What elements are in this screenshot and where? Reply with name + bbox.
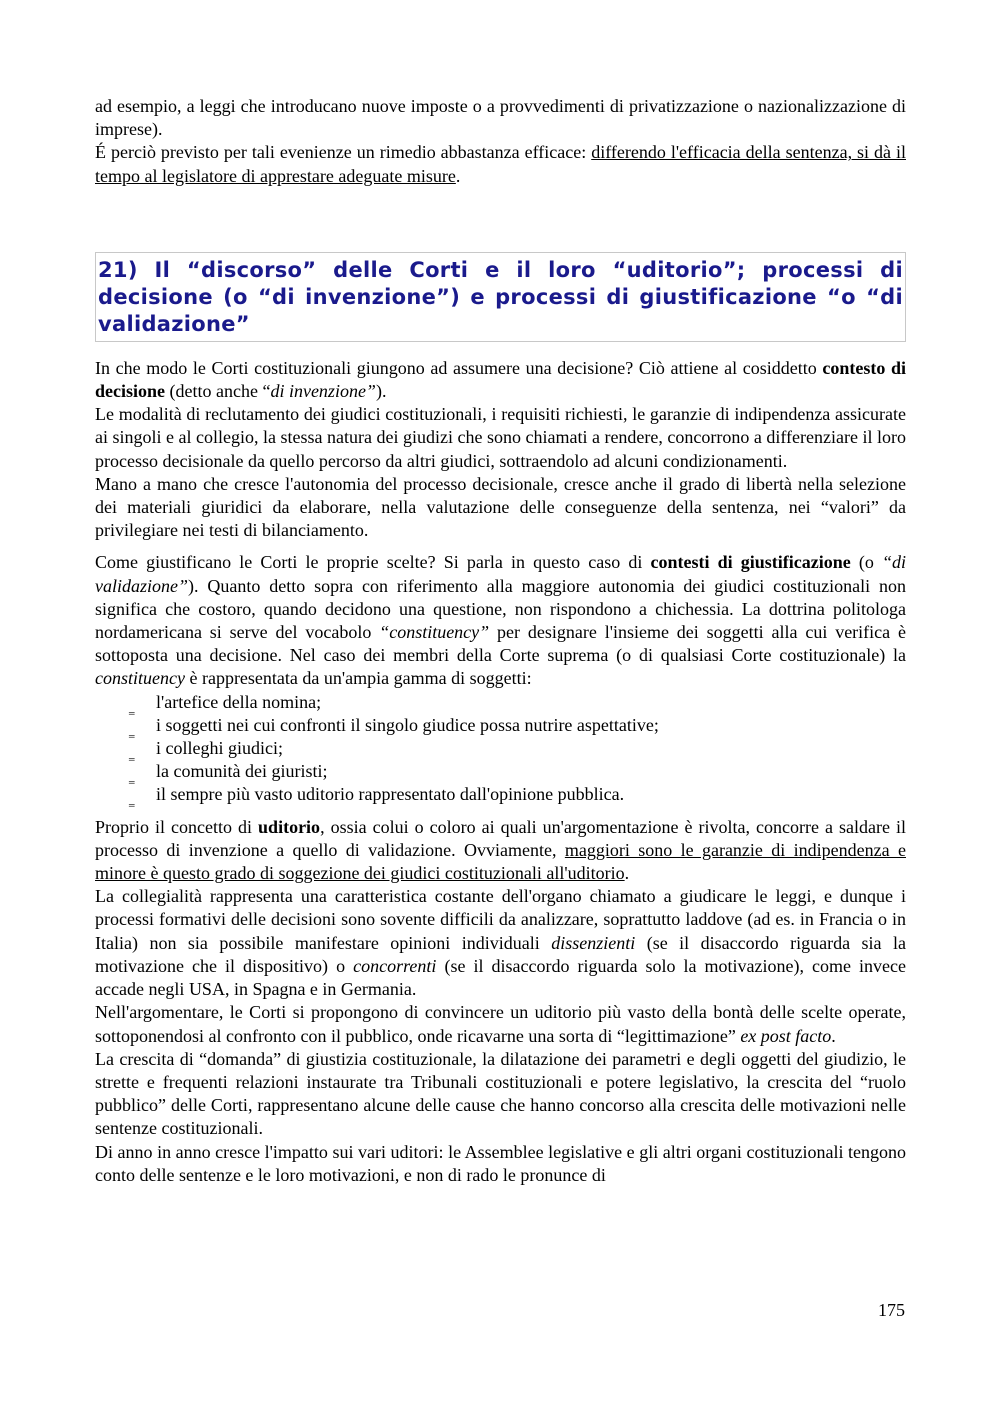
paragraph-recruitment: Le modalità di reclutamento dei giudici costituzionali, i requisiti richiesti, le garanzie di indipendenza assicurate ai singoli e al collegio, la stessa natura dei giudizi che sono chiamati a rendere, concorrono a differenziare il loro processo decisionale da quello percorso da altri giudici, sottraendolo ad alcuni condizionamenti. (95, 404, 906, 471)
dash-bullet-icon: ‗ (129, 724, 135, 738)
paragraph-justification: Come giustificano le Corti le proprie scelte? Si parla in questo caso di contesti di giustificazione (o “di validazione”). Quanto detto sopra con riferimento alla maggiore autonomia dei giudici costituzionali non significa che costoro, quando decidono una questione, non rispondono a chichessia. La dottrina politologa nordamericana si serve del vocabolo “constituency” per designare l'insieme dei soggetti alla cui verifica è sottoposta una decisione. Nel caso dei membri della Corte suprema (o di qualsiasi Corte costituzionale) la constituency è rappresentata da un'ampia gamma di soggetti: (95, 552, 906, 689)
list-item: ‗ la comunità dei giuristi; (129, 760, 906, 783)
section-heading: 21) Il “discorso” delle Corti e il loro “uditorio”; processi di decisione (o “di invenzione”) e processi di giustificazione “o “di validazione” (95, 252, 906, 342)
dash-bullet-icon: ‗ (129, 701, 135, 715)
paragraph-collegiality: La collegialità rappresenta una caratteristica costante dell'organo chiamato a giudicare le leggi, e dunque i processi formativi delle decisioni sono sovente difficili da analizzare, soprattutto laddove (ad es. in Francia o in Italia) non sia possibile manifestare opinioni individuali dissenzienti (se il disaccordo riguarda sia la motivazione che il dispositivo) o concorrenti (se il disaccordo riguarda solo la motivazione), come invece accade negli USA, in Spagna e in Germania. (95, 886, 906, 1000)
constituency-list (95, 691, 906, 807)
list-item: ‗ il sempre più vasto uditorio rappresentato dall'opinione pubblica. (129, 783, 906, 806)
list-item: ‗ l'artefice della nomina; (129, 691, 906, 714)
list-item: ‗ i colleghi giudici; (129, 737, 906, 760)
intro-paragraph-1: ad esempio, a leggi che introducano nuove imposte o a provvedimenti di privatizzazione o nazionalizzazione di imprese). (95, 96, 906, 140)
dash-bullet-icon: ‗ (129, 771, 135, 785)
dash-bullet-icon: ‗ (129, 794, 135, 808)
intro-paragraph-2: É perciò previsto per tali evenienze un rimedio abbastanza efficace: differendo l'efficacia della sentenza, si dà il tempo al legislatore di apprestare adeguate misure. (95, 142, 906, 186)
dash-bullet-icon: ‗ (129, 748, 135, 762)
paragraph-growth: La crescita di “domanda” di giustizia costituzionale, la dilatazione dei parametri e degli oggetti del giudizio, le strette e frequenti relazioni instaurate tra Tribunali costituzionali e potere legislativo, la crescita del “ruolo pubblico” delle Corti, rappresentano alcune delle cause che hanno concorso alla crescita delle motivazioni nelle sentenze costituzionali. (95, 1048, 906, 1139)
paragraph-argumentation: Nell'argomentare, le Corti si propongono di convincere un uditorio più vasto della bontà delle scelte operate, sottoponendosi al confronto con il pubblico, onde ricavarne una sorta di “legittimazione” ex post facto. (95, 1002, 906, 1046)
paragraph-autonomy: Mano a mano che cresce l'autonomia del processo decisionale, cresce anche il grado di libertà nella selezione dei materiali giuridici da elaborare, nella valutazione delle conseguenze della sentenza, nei “valori” da privilegiare nei testi di bilanciamento. (95, 473, 906, 541)
paragraph-decision-context: In che modo le Corti costituzionali giungono ad assumere una decisione? Ciò attiene al cosiddetto contesto di decisione (detto anche “di invenzione”). (95, 357, 906, 402)
document-page (95, 95, 906, 1187)
paragraph-uditorio: Proprio il concetto di uditorio, ossia colui o coloro ai quali un'argomentazione è rivolta, concorre a saldare il processo di invenzione a quello di validazione. Ovviamente, maggiori sono le garanzie di indipendenza e minore è questo grado di soggezione dei giudici costituzionali all'uditorio. (95, 816, 906, 884)
page-number: 175 (878, 1300, 905, 1320)
underlined-text: differendo l'efficacia della sentenza, si dà il tempo al legislatore di apprestare adeguate misure (95, 142, 906, 186)
list-item: ‗ i soggetti nei cui confronti il singolo giudice possa nutrire aspettative; (129, 714, 906, 737)
paragraph-impact: Di anno in anno cresce l'impatto sui vari uditori: le Assemblee legislative e gli altri organi costituzionali tengono conto delle sentenze e le loro motivazioni, e non di rado le pronunce di (95, 1141, 906, 1185)
underlined-text: maggiori sono le garanzie di indipendenza e minore è questo grado di soggezione dei giudici costituzionali all'uditorio (95, 839, 906, 884)
